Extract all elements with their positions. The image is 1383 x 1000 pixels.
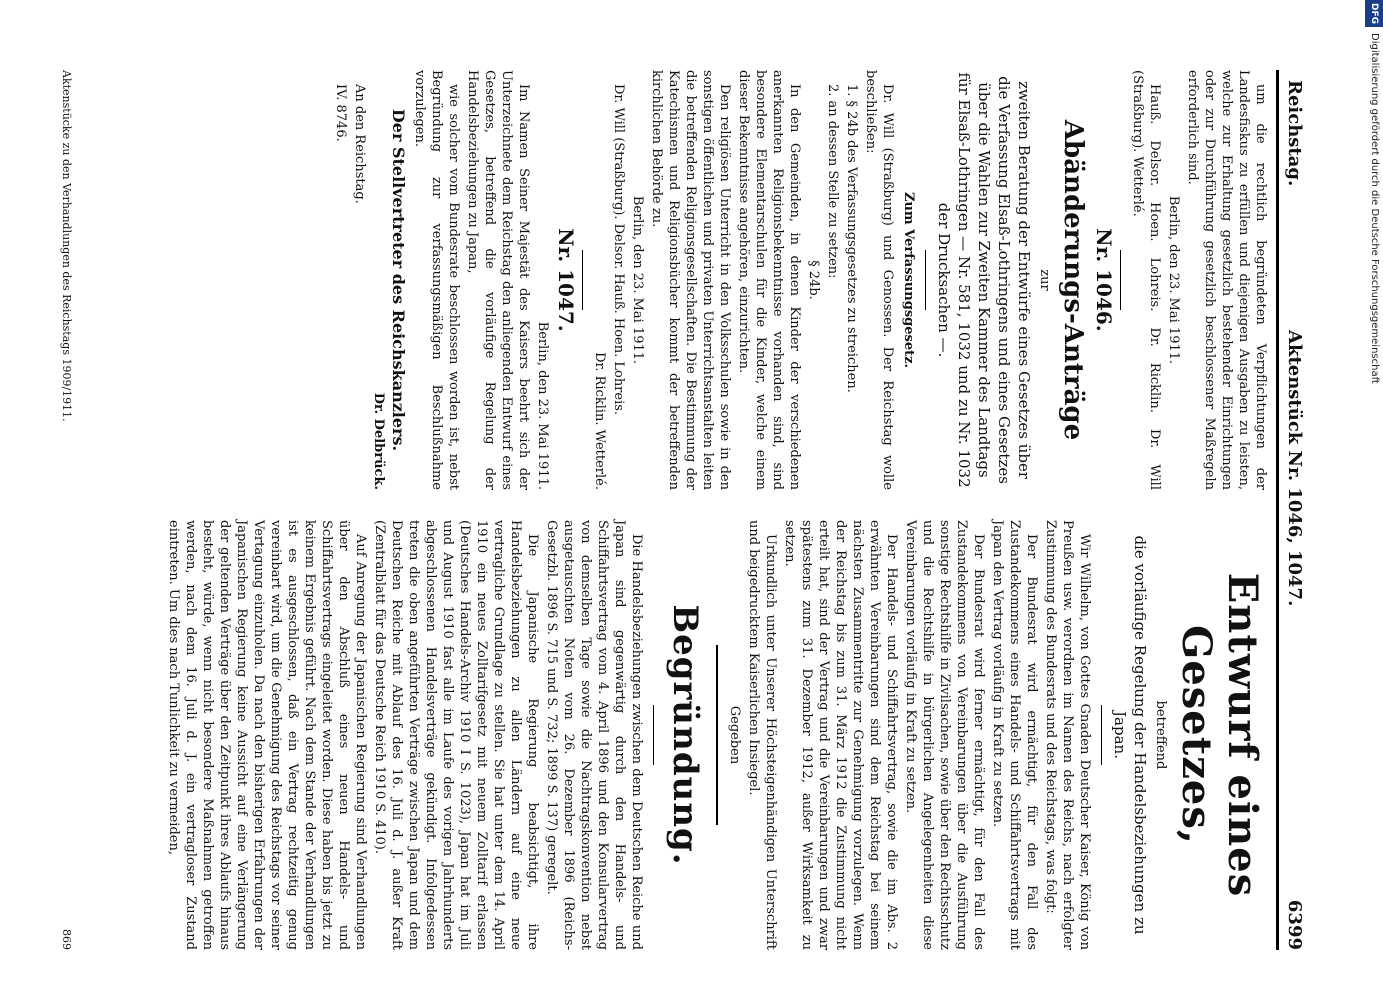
- zur-line: zur: [1037, 269, 1052, 291]
- signature-name: Dr. Delbrück.: [371, 392, 386, 490]
- divider: [653, 705, 654, 765]
- signatures: Dr. Will (Straßburg). Delsor. Hauß. Hoen. Lohreis.: [611, 84, 626, 416]
- bill-paragraph: Urkundlich unter Unserer Höchsteigenhändigen Unterschrift und beigedrucktem Kaiserlichen Insiegel.: [746, 520, 778, 950]
- section-number: § 24b.: [806, 260, 821, 300]
- date-line: Berlin, den 23. Mai 1911.: [1166, 195, 1181, 365]
- betreffend-line: betreffend: [1153, 700, 1168, 770]
- footer-source: Aktenstücke zu den Verhandlungen des Reichstags 1909/1911.: [60, 70, 73, 422]
- document-number: Nr. 1046.: [1092, 228, 1116, 332]
- header-rule: [1276, 70, 1279, 950]
- bill-title: Entwurf eines Gesetzes,: [1173, 572, 1266, 898]
- divider: [1101, 705, 1102, 765]
- date-line: Berlin, den 23. Mai 1911.: [535, 321, 550, 490]
- section-text: In den Gemeinden, in denen Kinder der verschiedenen anerkannten Religionsbekenntnisse vorhanden sind, sind besondere Elementarschulen für die Kinder, welche einem dieser Bekenntnisse angehören, einzurichten.: [736, 70, 802, 490]
- bill-paragraph: Der Bundesrat wird ferner ermächtigt, für den Fall des Zustandekommens von Vereinbarungen über die Ausführung sonstige Rechtshilfe in Zivilsachen, sowie über den Rechtsschutz und die Rechtshilfe in bürgerlichen Angelegenheiten diese Vereinbarungen vorläufig in Kraft zu setzen.: [903, 520, 986, 951]
- right-column: [163, 520, 1269, 950]
- footer-page-number: 869: [60, 929, 73, 950]
- divider: [716, 645, 718, 825]
- reference-number: IV. 8746.: [333, 84, 348, 142]
- digitization-sidebar: [1365, 0, 1383, 1000]
- dfg-logo-icon: DFG: [1365, 0, 1383, 27]
- signatures: Dr. Ricklin. Wetterlé.: [592, 352, 607, 490]
- motion-paragraph: Dr. Will (Straßburg) und Genossen. Der Reichstag wolle beschließen:: [863, 70, 895, 490]
- bill-paragraph: Der Bundesrat wird ermächtigt, für den Fall des Zustandekommens eines Handels- und Schiffahrtsvertrags mit Japan den Vertrag vorläufig in Kraft zu setzen.: [990, 520, 1039, 950]
- letter-paragraph: Im Namen Seiner Majestät des Kaisers beehrt sich der Unterzeichnete dem Reichstag den anliegenden Entwurf eines Gesetzes, betreffend die vorläufige Regelung der Handelsbeziehungen zu Japan,: [465, 70, 531, 490]
- subject-line: zweiten Beratung der Entwürfe eines Gesetzes über die Verfassung Elsaß-Lothringens und eines Gesetzes über die Wahlen zur Zweiten Kammer des Landtags für Elsaß-Lothringen — Nr. 581, 1032 und zu Nr. 1032 der Drucksachen —.: [935, 72, 1033, 488]
- reasoning-paragraph: Die Japanische Regierung beabsichtigt, ihre Handelsbeziehungen zu allen Ländern auf eine neue vertragliche Grundlage zu stellen. Sie hat unter dem 14. April 1910 ein neues Zolltarifgesetz mit neuem Zolltarif erlassen (Deutsches Handels-Archiv 1910 I S. 1023), Japan hat im Juli und August 1910 fast alle im Laufe des vorigen Jahrhunderts abgeschlossenen Handelsverträge gekündigt. Infolgedessen treten die oben angeführten Verträge zwischen Japan und dem Deutschen Reiche mit Ablauf des 16. Juli d. J. außer Kraft (Zentralblatt für das Deutsche Reich 1910 S. 410).: [372, 520, 540, 950]
- motion-item: 2. an dessen Stelle zu setzen:: [825, 84, 840, 279]
- divider: [582, 250, 583, 310]
- date-line: Berlin, den 23. Mai 1911.: [630, 195, 645, 365]
- begruendung-title: Begründung.: [665, 604, 705, 866]
- reasoning-paragraph: Die Handelsbeziehungen zwischen dem Deutschen Reiche und Japan sind gegenwärtig durch den Handels- und Schiffahrtsvertrag vom 4. April 1896 und den Konsularvertrag von demselben Tage sowie die Nachtragskonvention nebst ausgetauschten Noten vom 26. Dezember 1896 (Reichs-Gesetzbl. 1896 S. 715 und S. 732; 1899 S. 137) geregelt.: [544, 520, 644, 950]
- sidebar-credit: [1365, 0, 1383, 1000]
- letter-paragraph: wie solcher vom Bundesrate beschlossen worden ist, nebst Begründung zur verfassungsmäßigen Beschlußnahme vorzulegen.: [412, 70, 461, 490]
- motion-item: 1. § 24b des Verfassungsgesetzes zu streichen.: [844, 84, 859, 393]
- signatures: Hauß. Delsor. Hoen. Lohreis. Dr. Ricklin. Dr. Will (Straßburg). Wetterlé.: [1130, 70, 1162, 490]
- header-left: Reichstag.: [1284, 80, 1305, 187]
- signature-title: Der Stellvertreter des Reichskanzlers.: [389, 108, 408, 452]
- addressee: An den Reichstag.: [352, 84, 367, 204]
- running-header: [1279, 70, 1309, 950]
- gegeben-line: Gegeben: [727, 705, 742, 765]
- sub-heading: Zum Verfassungsgesetz.: [901, 191, 916, 369]
- section-text: Den religiösen Unterricht in den Volksschulen sowie in den sonstigen öffentlichen und privaten Unterrichtsanstalten leiten die betreffenden Religionsgesellschaften. Die Bestimmung der Katechismen und Religionsbücher kommt der betreffenden kirchlichen Behörde zu.: [649, 70, 732, 490]
- reasoning-paragraph: Auf Anregung der Japanischen Regierung sind Verhandlungen über den Abschluß eines neuen Handels- und Schiffahrtsvertrags eingeleitet worden. Diese haben bis jetzt zu keinem Ergebnis geführt. Nach dem Stande der Verhandlungen ist es ausgeschlossen, daß ein Vertrag rechtzeitig genug vereinbart wird, um die Genehmigung des Reichstags vor seiner Vertagung einzuholen. Da nach den bisherigen Erfahrungen der Japanischen Regierung keine Aussicht auf eine Verlängerung der geltenden Verträge über den Zeitpunkt ihres Ablaufs hinaus besteht, würde, wenn nicht besondere Maßnahmen getroffen werden, nach dem 16. Juli d. J. ein vertragloser Zustand eintreten. Um dies nach Tunlichkeit zu vermeiden,: [166, 520, 368, 950]
- preamble: Wir Wilhelm, von Gottes Gnaden Deutscher Kaiser, König von Preußen usw. verordnen im Namen des Reichs, nach erfolgter Zustimmung des Bundesrats und des Reichstags, was folgt:: [1043, 520, 1092, 950]
- document-number: Nr. 1047.: [554, 228, 578, 332]
- left-column: [330, 70, 1269, 490]
- sidebar-credit-text: Digitalisierung gefördert durch die Deutsche Forschungsgemeinschaft: [1369, 33, 1380, 384]
- divider: [1120, 250, 1121, 310]
- divider: [925, 250, 926, 310]
- header-center: Aktenstück Nr. 1046, 1047.: [1284, 330, 1305, 607]
- page-number: 6399: [1284, 899, 1305, 950]
- bill-paragraph: Der Handels- und Schiffahrtsvertrag, sowie die im Abs. 2 erwähnten Vereinbarungen sind dem Reichstag bei seinem nächsten Zusammentritte zur Genehmigung vorzulegen. Wenn der Reichstag bis zum 31. März 1912 die Zustimmung nicht erteilt hat, sind der Vertrag und die Vereinbarungen und zwar spätestens zum 31. Dezember 1912, außer Wirksamkeit zu setzen.: [782, 520, 899, 950]
- intro-paragraph: um die rechtlich begründeten Verpflichtungen der Landesfiskus zu erfüllen und diejenigen Ausgaben zu leisten, welche zur Erhaltung gesetzlich bestehender Einrichtungen oder zur Durchführung gesetzlich beschlossener Maßregeln erforderlich sind.: [1185, 70, 1268, 490]
- section-title: Abänderungs-Anträge: [1058, 119, 1088, 441]
- bill-subject: die vorläufige Regelung der Handelsbeziehungen zu Japan.: [1111, 535, 1149, 935]
